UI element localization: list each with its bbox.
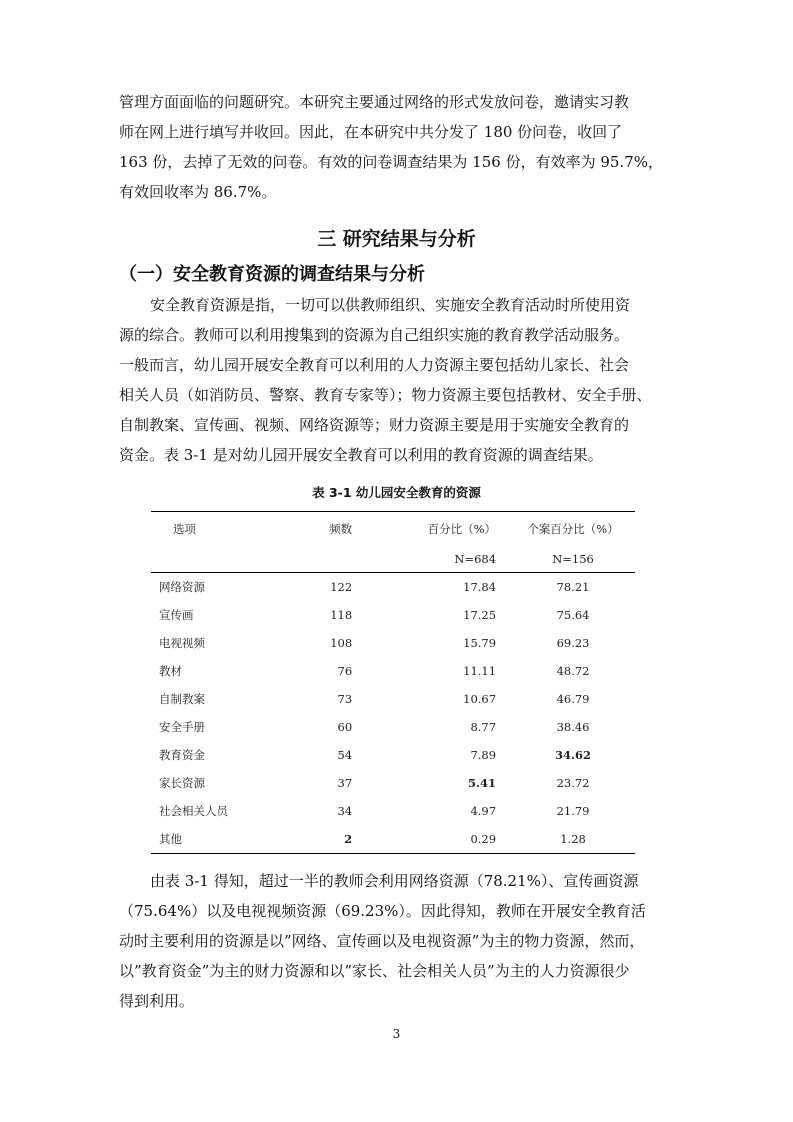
cell-case-percent: 75.64: [556, 608, 590, 622]
cell-frequency: 108: [330, 636, 353, 650]
header-case-percent: 个案百分比（%）: [511, 512, 635, 547]
text-line: 有效回收率为 86.7%。: [119, 183, 277, 201]
cell-percent: 17.25: [463, 608, 497, 622]
text-line: 以”教育资金”为主的财力资源和以”家长、社会相关人员”为主的人力资源很少: [119, 962, 630, 980]
text-line: 资金。表 3-1 是对幼儿园开展安全教育可以利用的教育资源的调查结果。: [119, 446, 603, 464]
cell-option: 其他: [151, 825, 286, 854]
cell-case-percent: 78.21: [556, 580, 590, 594]
page-number: 3: [392, 1027, 401, 1041]
text-line: （75.64%）以及电视视频资源（69.23%）。因此得知，教师在开展安全教育活: [119, 902, 646, 920]
text-line: 动时主要利用的资源是以”网络、宣传画以及电视资源”为主的物力资源，然而，: [119, 932, 645, 950]
table-row: [151, 573, 635, 602]
cell-frequency: 2: [286, 825, 373, 854]
cell-option: 网络资源: [159, 580, 205, 594]
cell-option: 自制教案: [159, 692, 205, 706]
cell-percent: 11.11: [463, 664, 497, 678]
subsection-title: （一）安全教育资源的调查结果与分析: [119, 264, 425, 285]
table-row: [151, 685, 635, 713]
cell-frequency: 73: [337, 692, 353, 706]
cell-percent: 4.97: [470, 804, 497, 818]
conclusion-paragraph: [119, 866, 681, 1016]
text-line: 一般而言，幼儿园开展安全教育可以利用的人力资源主要包括幼儿家长、社会: [119, 356, 630, 374]
cell-case-percent: 1.28: [511, 825, 635, 854]
subheader-percent: N=684: [372, 546, 511, 573]
text-line: 得到利用。: [119, 992, 195, 1010]
header-frequency: 频数: [286, 512, 373, 547]
text-line: 师在网上进行填写并收回。因此，在本研究中共分发了 180 份问卷，收回了: [119, 123, 623, 141]
cell-option: 教育资金: [159, 748, 205, 762]
header-percent: 百分比（%）: [372, 512, 511, 547]
cell-percent: 5.41: [468, 776, 497, 790]
cell-frequency: 76: [337, 664, 353, 678]
intro-paragraph: [119, 87, 681, 207]
cell-option: 家长资源: [159, 776, 205, 790]
resource-table: [151, 511, 635, 854]
table-subheader-row: [151, 546, 635, 573]
text-line: 相关人员（如消防员、警察、教育专家等）；物力资源主要包括教材、安全手册、: [119, 386, 652, 404]
cell-case-percent: 69.23: [556, 636, 590, 650]
cell-option: 社会相关人员: [159, 804, 228, 818]
subheader-option: [151, 546, 286, 573]
table-row: [151, 797, 635, 825]
cell-percent: 8.77: [470, 720, 497, 734]
cell-case-percent: 34.62: [555, 748, 592, 762]
text-line: 管理方面面临的问题研究。本研究主要通过网络的形式发放问卷，邀请实习教: [119, 93, 630, 111]
text-line: 自制教案、宣传画、视频、网络资源等；财力资源主要是用于实施安全教育的: [119, 416, 630, 434]
text-line: 由表 3-1 得知，超过一半的教师会利用网络资源（78.21%）、宣传画资源: [150, 872, 639, 890]
cell-percent: 17.84: [463, 580, 497, 594]
subheader-case-percent: N=156: [511, 546, 635, 573]
text-line: 安全教育资源是指，一切可以供教师组织、实施安全教育活动时所使用资: [150, 296, 631, 314]
table-row: [151, 629, 635, 657]
table-caption: 表 3-1 幼儿园安全教育的资源: [312, 485, 481, 500]
cell-frequency: 118: [330, 608, 353, 622]
cell-percent: 7.89: [470, 748, 497, 762]
cell-option: 电视视频: [159, 636, 205, 650]
table-row: [151, 601, 635, 629]
table-row: [151, 825, 635, 854]
table-row: [151, 713, 635, 741]
table-row: [151, 657, 635, 685]
cell-frequency: 37: [337, 776, 353, 790]
cell-frequency: 122: [330, 580, 353, 594]
table-header-row: [151, 512, 635, 547]
cell-option: 安全手册: [159, 720, 205, 734]
text-line: 163 份，去掉了无效的问卷。有效的问卷调查结果为 156 份，有效率为 95.7%，: [119, 153, 663, 171]
cell-case-percent: 21.79: [556, 804, 590, 818]
cell-option: 宣传画: [159, 608, 194, 622]
cell-case-percent: 38.46: [556, 720, 590, 734]
cell-case-percent: 48.72: [556, 664, 590, 678]
cell-percent: 15.79: [463, 636, 497, 650]
cell-frequency: 60: [337, 720, 353, 734]
text-line: 源的综合。教师可以利用搜集到的资源为自己组织实施的教育教学活动服务。: [119, 326, 630, 344]
table-row: [151, 741, 635, 769]
header-option: 选项: [151, 512, 286, 547]
table-row: [151, 769, 635, 797]
body-paragraph: [119, 290, 681, 470]
section-title: 三 研究结果与分析: [317, 228, 476, 250]
cell-percent: 10.67: [463, 692, 497, 706]
cell-case-percent: 23.72: [556, 776, 590, 790]
cell-option: 教材: [159, 664, 182, 678]
cell-frequency: 34: [337, 804, 353, 818]
cell-case-percent: 46.79: [556, 692, 590, 706]
subheader-frequency: [286, 546, 373, 573]
cell-percent: 0.29: [372, 825, 511, 854]
cell-frequency: 54: [337, 748, 353, 762]
